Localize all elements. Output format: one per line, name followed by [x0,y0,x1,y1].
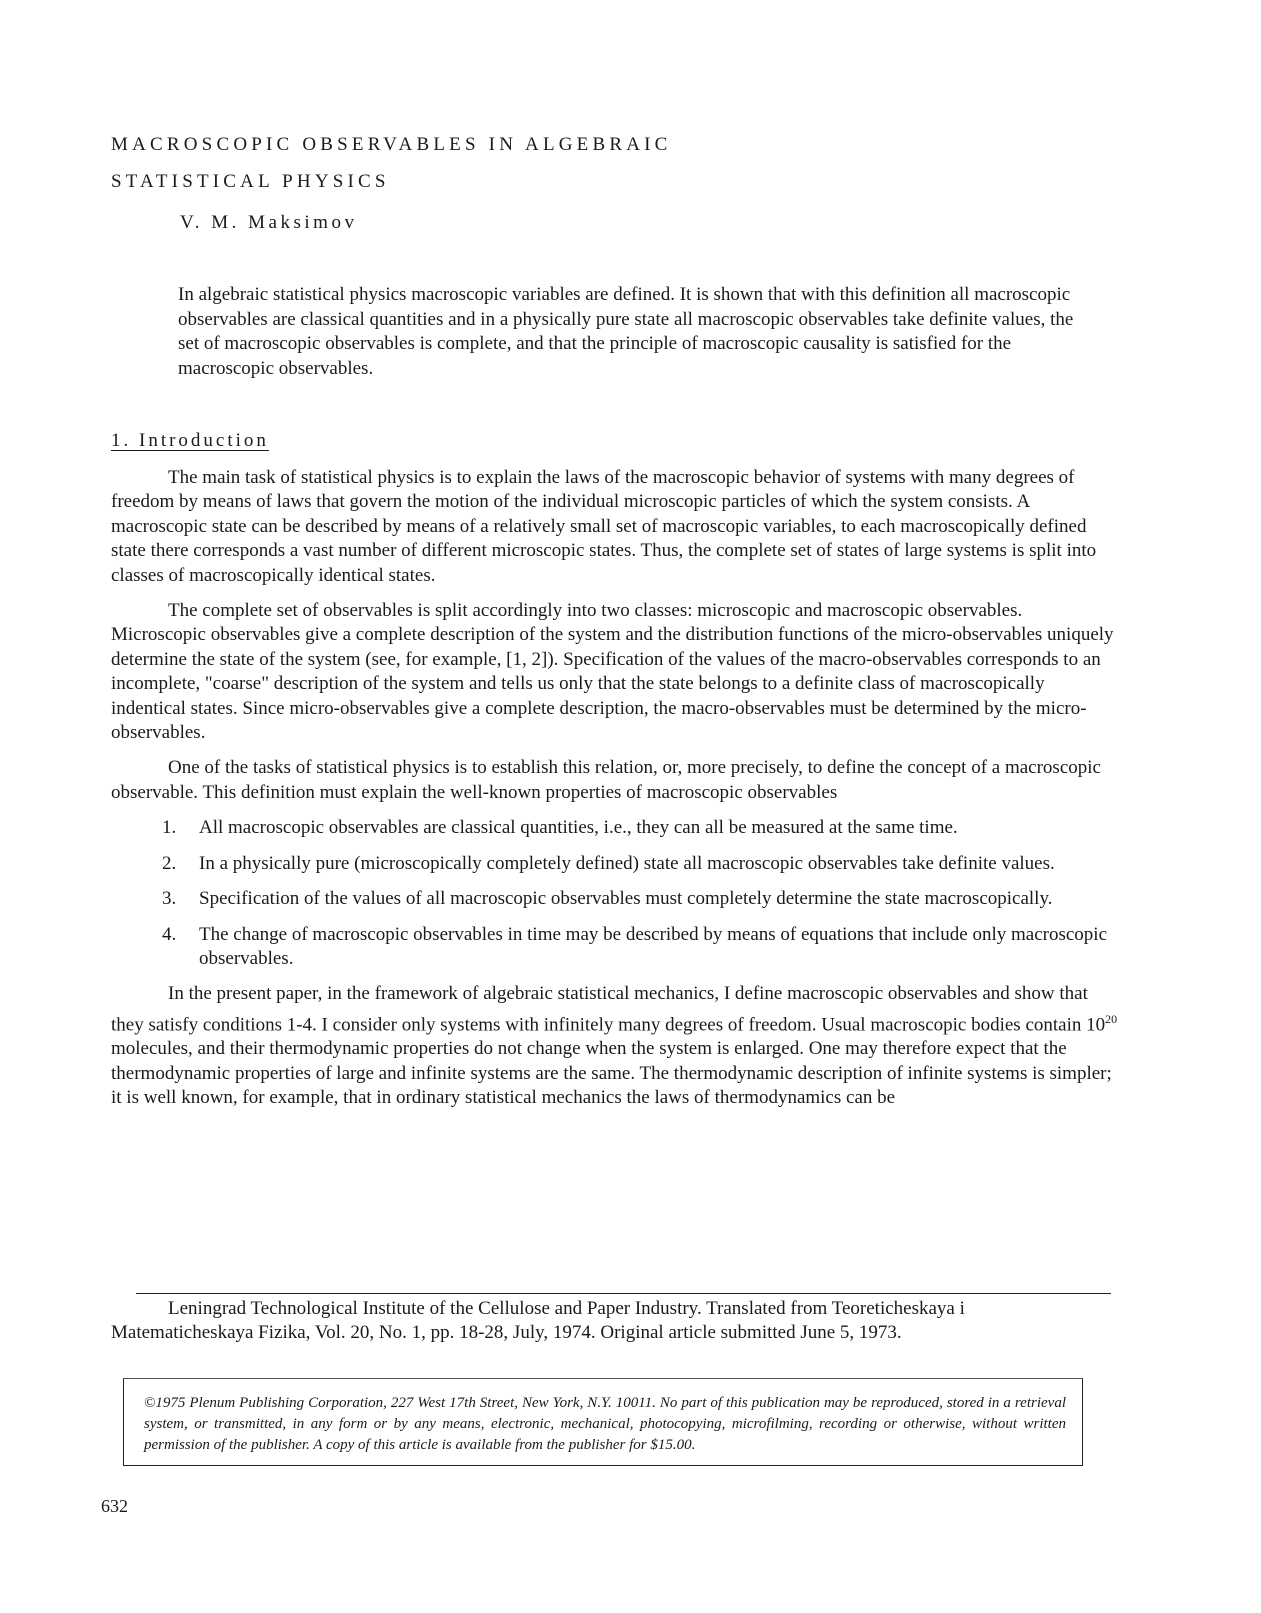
paragraph-2: The complete set of observables is split accordingly into two classes: microscopic and macroscopic observables. Microscopic observables give a complete description of the system and the distribution functions of the micro-observables uniquely determine the state of the system (see, for example, [1, 2]). Specification of the values of the macro-observables corresponds to an incomplete, "coarse" description of the system and tells us only that the state belongs to a definite class of macroscopically indentical states. Since micro-observables give a complete description, the macro-observables must be determined by the micro-observables. [111,600,1114,744]
footnote-divider [136,1293,1111,1294]
title-line-2: STATISTICAL PHYSICS [111,171,390,192]
body-text [111,466,1121,1122]
copyright-notice: ©1975 Plenum Publishing Corporation, 227 West 17th Street, New York, N.Y. 10011. No part of this publication may be reproduced, stored in a retrieval system, or transmitted, in any form or by any means, electronic, mechanical, photocopying, microfilming, recording or otherwise, without written permission of the publisher. A copy of this article is available from the publisher for $15.00. [123,1378,1083,1466]
paragraph-4-text-before: In the present paper, in the framework of algebraic statistical mechanics, I define macroscopic observables and show that they satisfy conditions 1-4. I consider only systems with infinitely many degrees of freedom. Usual macroscopic bodies contain 10 [111,983,1106,1036]
paper-title [111,126,672,200]
list-item [111,923,1121,972]
paragraph-4-text-after: molecules, and their thermodynamic properties do not change when the system is enlarged. One may therefore expect that the thermodynamic properties of large and infinite systems are the same. The thermodynamic description of infinite systems is simpler; it is well known, for example, that in ordinary statistical mechanics the laws of thermodynamics can be [111,1038,1112,1109]
author-name: V. M. Maksimov [180,212,358,233]
list-item-text: The change of macroscopic observables in time may be described by means of equations that include only macroscopic observables. [199,923,1108,969]
title-line-1: MACROSCOPIC OBSERVABLES IN ALGEBRAIC [111,134,672,155]
list-item [111,816,1121,840]
paragraph-4 [111,982,1121,1110]
properties-list [111,816,1121,971]
list-item-number: 3. [162,888,177,910]
exponent: 20 [1105,1011,1118,1026]
paragraph-1: The main task of statistical physics is to explain the laws of the macroscopic behavior of systems with many degrees of freedom by means of laws that govern the motion of the individual microscopic particles of which the system consists. A macroscopic state can be described by means of a relatively small set of macroscopic variables, to each macroscopically defined state there corresponds a vast number of different microscopic states. Thus, the complete set of states of large systems is split into classes of macroscopically identical states. [111,467,1097,586]
section-heading-introduction: 1. Introduction [111,430,269,451]
list-item [111,887,1121,911]
page-number: 632 [101,1496,128,1516]
list-item-number: 1. [162,817,177,839]
list-item-text: In a physically pure (microscopically completely defined) state all macroscopic observables take definite values. [199,852,1055,874]
abstract: In algebraic statistical physics macroscopic variables are defined. It is shown that with this definition all macroscopic observables are classical quantities and in a physically pure state all macroscopic observables take definite values, the set of macroscopic observables is complete, and that the principle of macroscopic causality is satisfied for the macroscopic observables. [178,284,1074,379]
list-item [111,852,1121,876]
list-item-number: 2. [162,852,177,874]
paragraph-3: One of the tasks of statistical physics is to establish this relation, or, more precisely, to define the concept of a macroscopic observable. This definition must explain the well-known properties of macroscopic observables [111,757,1101,803]
list-item-text: All macroscopic observables are classical quantities, i.e., they can all be measured at the same time. [199,817,958,839]
footnote: Leningrad Technological Institute of the Cellulose and Paper Industry. Translated from Teoreticheskaya i Matematicheskaya Fizika, Vol. 20, No. 1, pp. 18-28, July, 1974. Original article submitted June 5, 1973. [111,1298,965,1344]
list-item-number: 4. [162,923,177,945]
list-item-text: Specification of the values of all macroscopic observables must completely determine the state macroscopically. [199,888,1053,910]
